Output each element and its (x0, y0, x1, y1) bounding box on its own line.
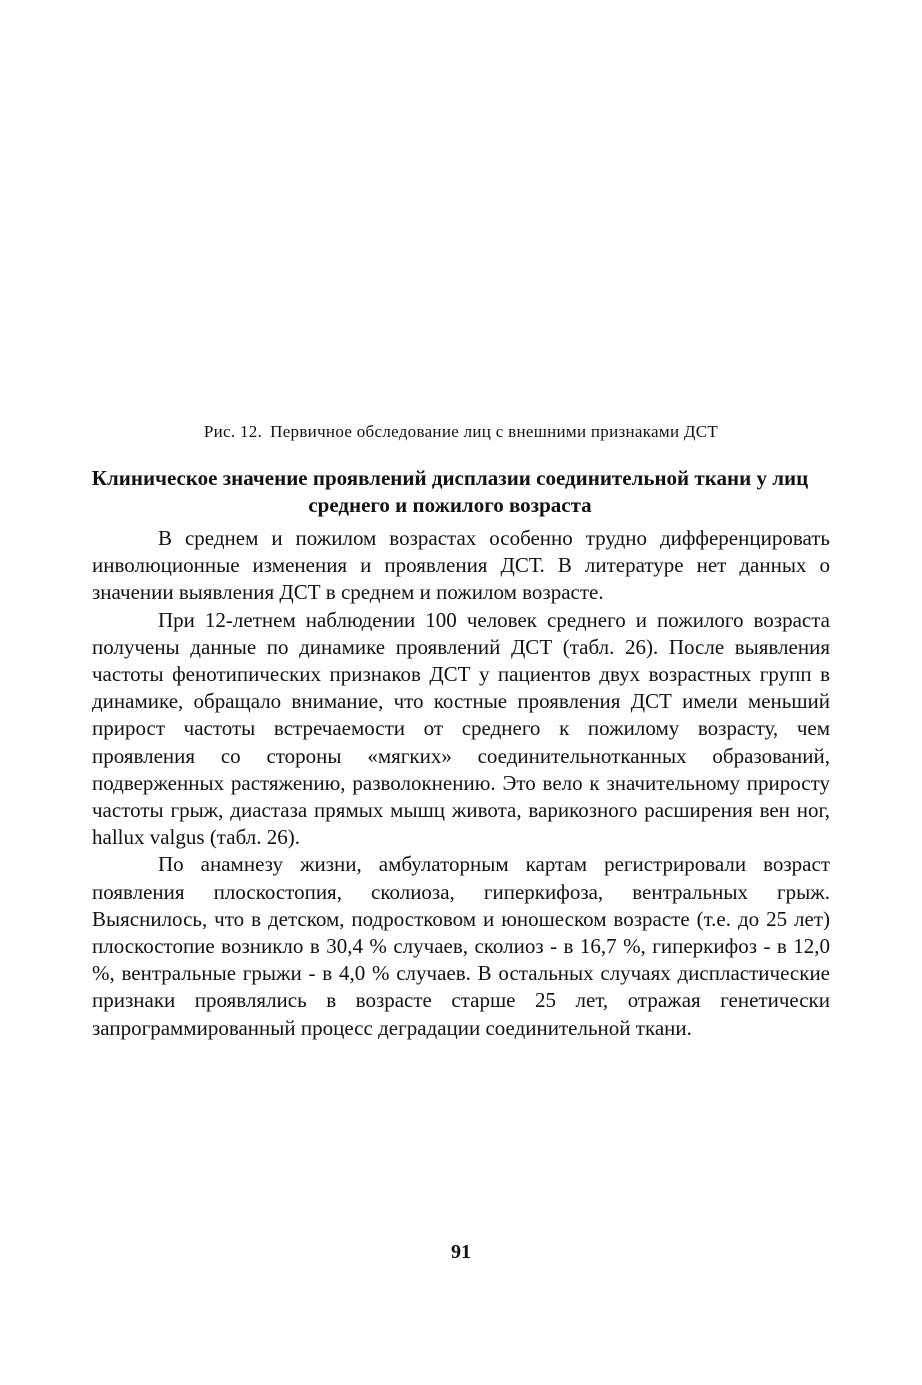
page-number: 91 (451, 1241, 471, 1263)
section-title: Клиническое значение проявлений дисплазии соединительной ткани у лиц среднего и пожилого возраста (91, 466, 809, 517)
body-text (92, 525, 830, 1042)
figure-caption-text: Первичное обследование лиц с внешними признаками ДСТ (270, 422, 719, 441)
paragraph-1: В среднем и пожилом возрастах особенно трудно дифференцировать инволюционные изменения и проявления ДСТ. В литературе нет данных о значении выявления ДСТ в среднем и пожилом возрасте. (92, 526, 830, 605)
paragraph-3: По анамнезу жизни, амбулаторным картам регистрировали возраст появления плоскостопия, сколиоза, гиперкифоза, вентральных грыж. Выяснилось, что в детском, подростковом и юношеском возрасте (т.е. до 25 лет) плоскостопие возникло в 30,4 % случаев, сколиоз - в 16,7 %, гиперкифоз - в 12,0 %, вентральные грыжи - в 4,0 % случаев. В остальных случаях диспластические признаки проявлялись в возрасте старше 25 лет, отражая генетически запрограммированный процесс деградации соединительной ткани. (92, 852, 830, 1040)
figure-area (90, 60, 830, 400)
paragraph-2: При 12-летнем наблюдении 100 человек среднего и пожилого возраста получены данные по динамике проявлений ДСТ (табл. 26). После выявления частоты фенотипических признаков ДСТ у пациентов двух возрастных групп в динамике, обращало внимание, что костные проявления ДСТ имели меньший прирост частоты встречаемости от среднего к пожилому возрасту, чем проявления со стороны «мягких» соединительнотканных образований, подверженных растяжению, разволокнению. Это вело к значительному приросту частоты грыж, диастаза прямых мышц живота, варикозного расширения вен ног, hallux valgus (табл. 26). (92, 607, 830, 850)
figure-caption-label: Рис. 12. (203, 422, 263, 441)
figure-caption (0, 422, 922, 442)
